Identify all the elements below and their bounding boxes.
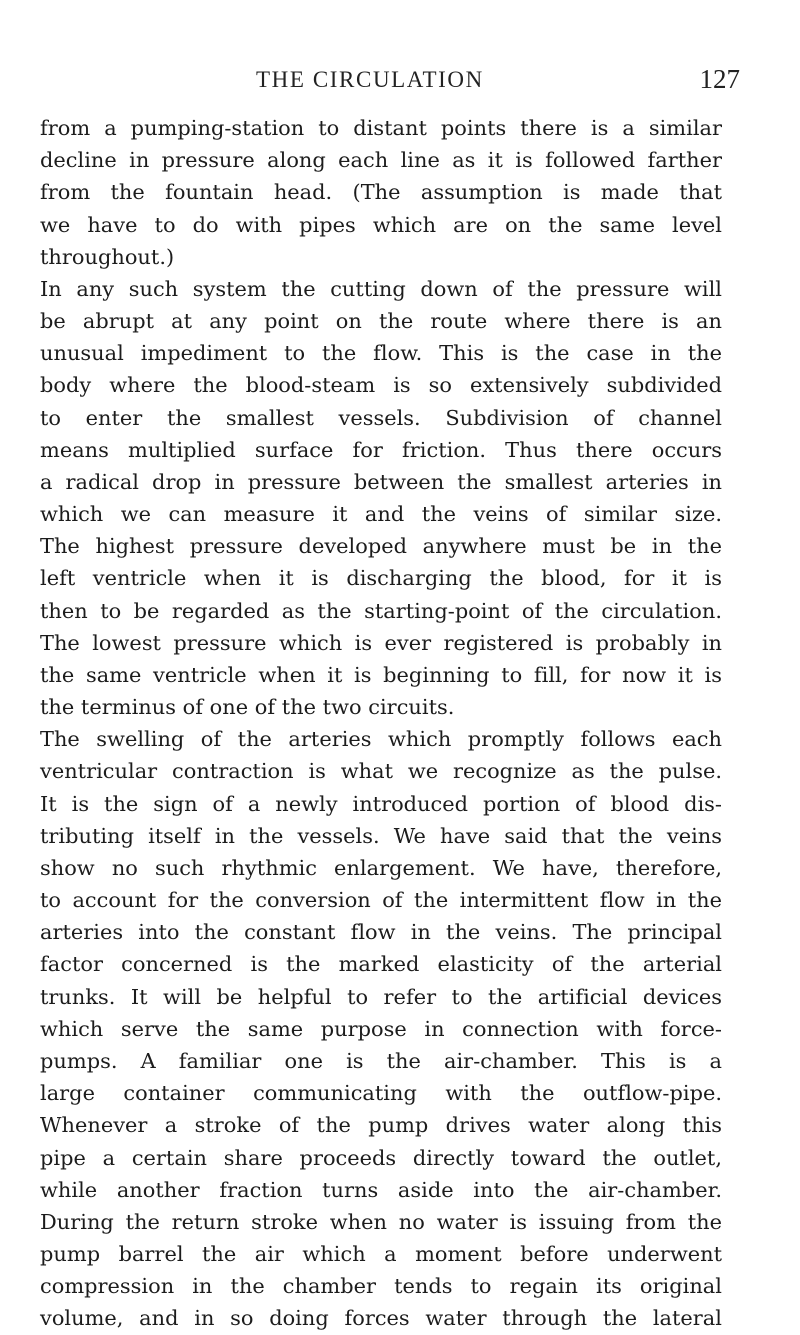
text-line: The highest pressure developed anywhere must be in the: [40, 534, 722, 559]
text-line: pipe a certain share proceeds directly toward the outlet,: [40, 1145, 722, 1170]
text-line: The lowest pressure which is ever registered is probably in: [40, 630, 722, 655]
text-line: from a pumping-station to distant points there is a similar: [40, 116, 722, 140]
text-line: left ventricle when it is discharging the blood, for it is: [40, 566, 722, 591]
text-line: then to be regarded as the starting-point of the circulation.: [40, 598, 722, 623]
text-line: while another fraction turns aside into the air-chamber.: [40, 1177, 722, 1202]
text-line: to enter the smallest vessels. Subdivision of channel: [40, 405, 722, 430]
text-line: compression in the chamber tends to regain its original: [40, 1274, 722, 1299]
body-text: [40, 112, 722, 1335]
text-line: the same ventricle when it is beginning to fill, for now it is: [40, 662, 722, 687]
running-head: [40, 64, 740, 101]
text-line: factor concerned is the marked elasticity of the arterial: [40, 952, 722, 977]
text-line: decline in pressure along each line as it is followed farther: [40, 148, 722, 173]
text-line: be abrupt at any point on the route where there is an: [40, 309, 722, 334]
text-line: The swelling of the arteries which promptly follows each: [40, 727, 722, 752]
text-line: a radical drop in pressure between the smallest arteries in: [40, 469, 722, 494]
text-line: trunks. It will be helpful to refer to the artificial devices: [40, 984, 722, 1009]
text-line: throughout.): [40, 244, 175, 269]
text-line: which serve the same purpose in connection with force-: [40, 1016, 722, 1041]
text-line: pump barrel the air which a moment before underwent: [40, 1242, 722, 1267]
text-line: we have to do with pipes which are on the same level: [40, 212, 722, 237]
text-line: unusual impediment to the flow. This is the case in the: [40, 341, 722, 366]
text-line: Whenever a stroke of the pump drives water along this: [40, 1113, 722, 1138]
text-line: In any such system the cutting down of the pressure will: [40, 276, 722, 301]
text-line: It is the sign of a newly introduced portion of blood dis-: [40, 791, 722, 816]
text-line: arteries into the constant flow in the veins. The principal: [40, 920, 722, 945]
text-line: the terminus of one of the two circuits.: [40, 695, 455, 720]
text-line: ventricular contraction is what we recognize as the pulse.: [40, 759, 722, 784]
text-line: volume, and in so doing forces water through the lateral: [40, 1306, 722, 1331]
text-line: to account for the conversion of the intermittent flow in the: [40, 888, 722, 913]
page-number: 127: [699, 64, 740, 94]
text-line: large container communicating with the outflow-pipe.: [40, 1081, 722, 1106]
text-line: pumps. A familiar one is the air-chamber. This is a: [40, 1048, 722, 1073]
text-line: from the fountain head. (The assumption is made that: [40, 180, 722, 205]
running-title: THE CIRCULATION: [256, 67, 484, 92]
text-line: means multiplied surface for friction. Thus there occurs: [40, 437, 722, 462]
text-line: which we can measure it and the veins of similar size.: [40, 502, 722, 527]
text-line: tributing itself in the vessels. We have said that the veins: [40, 823, 722, 848]
text-line: body where the blood-steam is so extensively subdivided: [40, 373, 722, 398]
text-line: show no such rhythmic enlargement. We have, therefore,: [40, 855, 722, 880]
text-line: During the return stroke when no water is issuing from the: [40, 1209, 722, 1234]
